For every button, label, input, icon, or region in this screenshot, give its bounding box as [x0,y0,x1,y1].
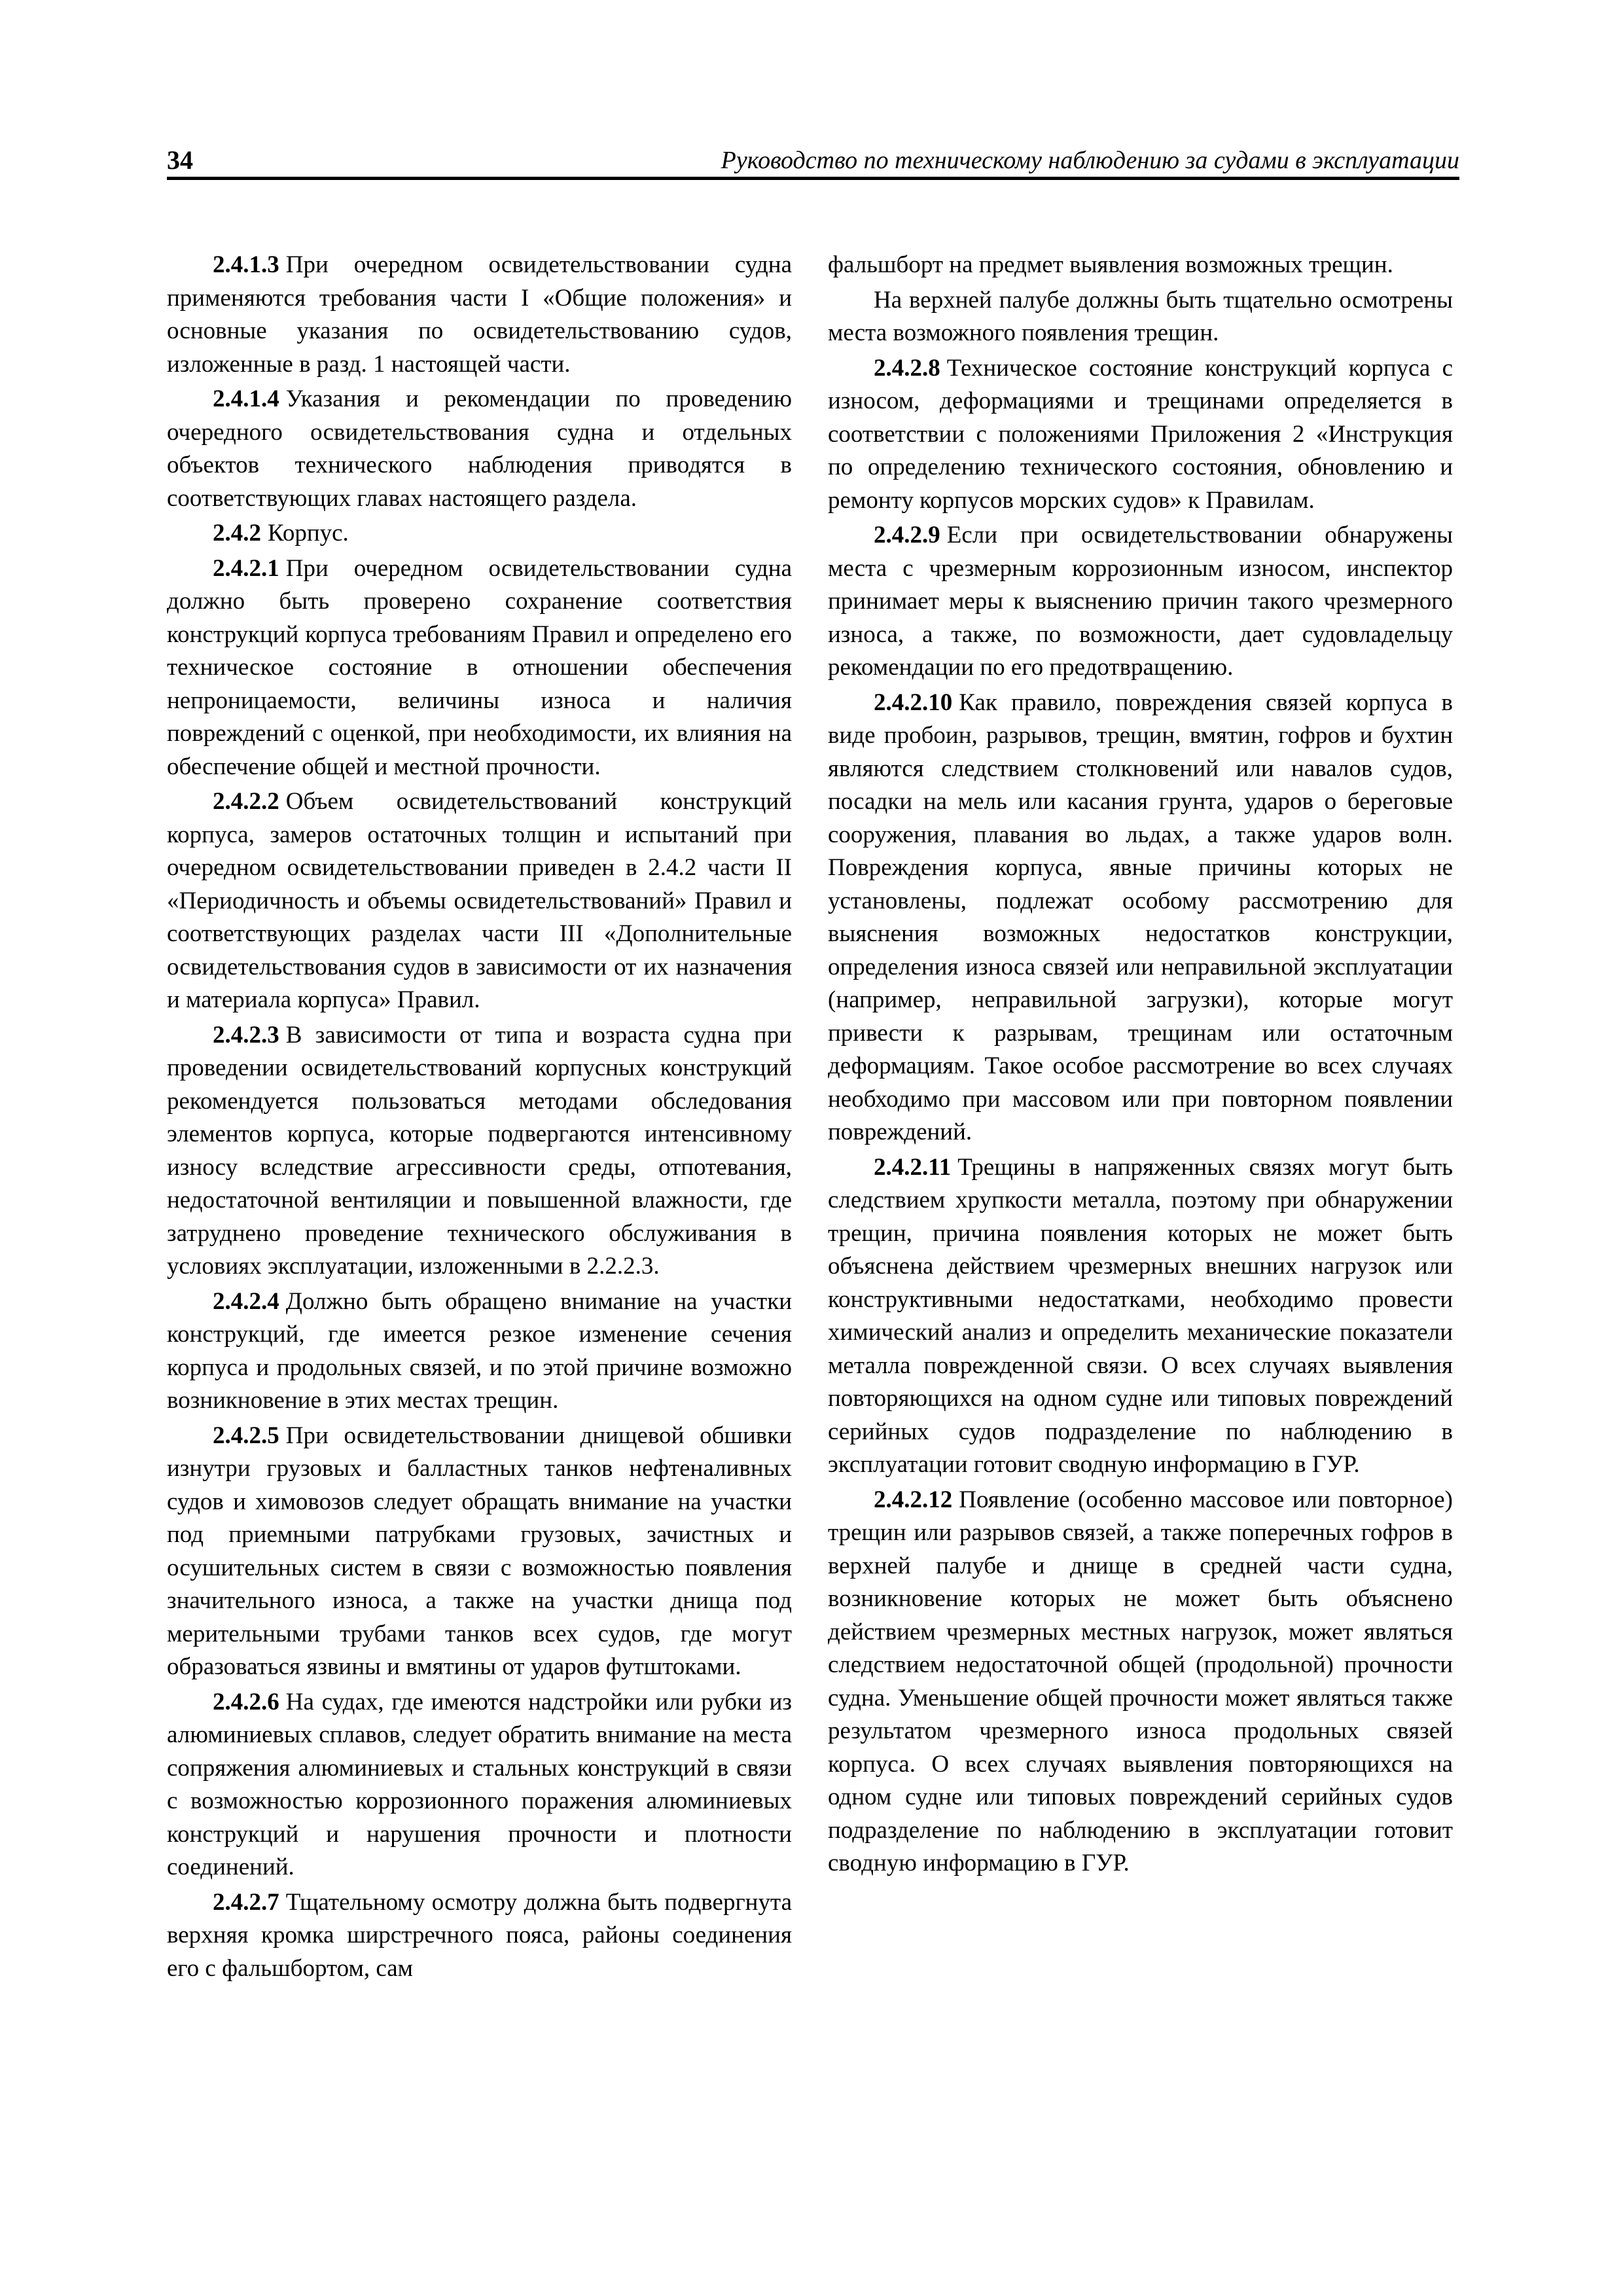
paragraph-text: Появление (особенно массовое или повторное) трещин или разрывов связей, а также поперечных гофров в верхней палубе и днище в средней части судна, возникновение которых не может быть объяснено действием чрезмерных местных нагрузок, может являться следствием недостаточной общей (продольной) прочности судна. Уменьшение общей прочности может являться также результатом чрезмерного износа продольных связей корпуса. О всех случаях выявления повторяющихся на одном судне или типовых повреждений серийных судов подразделение по наблюдению в эксплуатации готовит сводную информацию в ГУР. [828,1486,1453,1876]
clause-number: 2.4.2 [213,520,261,547]
paragraph-text: Тщательному осмотру должна быть подвергнута верхняя кромка ширстречного пояса, районы соединения его с фальшбортом, сам [167,1888,792,1982]
right-column [828,249,1453,1882]
paragraph-text: Должно быть обращено внимание на участки конструкций, где имеется резкое изменение сечения корпуса и продольных связей, и по этой причине возможно возникновение в этих местах трещин. [167,1287,792,1414]
paragraph-text: На верхней палубе должны быть тщательно осмотрены места возможного появления трещин. [828,286,1453,346]
clause-number: 2.4.2.9 [874,522,940,548]
paragraph [167,1686,792,1884]
clause-number: 2.4.2.4 [213,1287,279,1315]
paragraph-text: Корпус. [268,520,349,547]
clause-number: 2.4.2.8 [874,354,940,382]
clause-number: 2.4.2.10 [874,689,953,716]
page-number: 34 [167,145,193,175]
running-title: Руководство по техническому наблюдению за судами в эксплуатации [721,147,1459,174]
paragraph-text: При очередном освидетельствовании судна применяются требования части I «Общие положения» и основные указания по освидетельствованию судов, изложенные в разд. 1 настоящей части. [167,251,792,378]
page-header [167,141,1459,180]
paragraph-text: фальшборт на предмет выявления возможных трещин. [828,251,1393,278]
paragraph-text: При очередном освидетельствовании судна должно быть проверено сохранение соответствия конструкций корпуса требованиям Правил и определено его техническое состояние в отношении обеспечения непроницаемости, величины износа и наличия повреждений с оценкой, при необходимости, их влияния на обеспечение общей и местной прочности. [167,554,792,780]
paragraph [167,1886,792,1986]
paragraph [167,383,792,515]
paragraph-continuation [828,249,1453,282]
clause-number: 2.4.2.3 [213,1021,279,1049]
paragraph-text: В зависимости от типа и возраста судна при проведении освидетельствований корпусных конструкций рекомендуется пользоваться методами обследования элементов корпуса, которые подвергаются интенсивному износу вследствие агрессивности среды, отпотевания, недостаточной вентиляции и повышенной влажности, где затруднено проведение технического обслуживания в условиях эксплуатации, изложенными в 2.2.2.3. [167,1021,792,1280]
paragraph [167,785,792,1017]
section-heading [167,517,792,550]
paragraph-text: Объем освидетельствований конструкций корпуса, замеров остаточных толщин и испытаний при очередном освидетельствовании приведен в 2.4.2 части II «Периодичность и объемы освидетельствований» Правил и соответствующих разделах части III «Дополнительные освидетельствования судов в зависимости от их назначения и материала корпуса» Правил. [167,788,792,1013]
clause-number: 2.4.1.4 [213,386,279,412]
clause-number: 2.4.2.5 [213,1422,279,1449]
paragraph-text: Трещины в напряженных связях могут быть следствием хрупкости металла, поэтому при обнаружении трещин, причина появления которых не может быть объяснена действием чрезмерных внешних нагрузок или конструктивными недостатками, необходимо провести химический анализ и определить механические показатели металла поврежденной связи. О всех случаях выявления повторяющихся на одном судне или типовых повреждений серийных судов подразделение по наблюдению в эксплуатации готовит сводную информацию в ГУР. [828,1153,1453,1478]
paragraph-text: На судах, где имеются надстройки или рубки из алюминиевых сплавов, следует обратить внимание на места сопряжения алюминиевых и стальных конструкций в связи с возможностью коррозионного поражения алюминиевых конструкций и нарушения прочности и плотности соединений. [167,1688,792,1880]
clause-number: 2.4.2.7 [213,1888,279,1916]
paragraph [167,552,792,784]
paragraph-text: Указания и рекомендации по проведению очередного освидетельствования судна и отдельных объектов технического наблюдения приводятся в соответствующих главах настоящего раздела. [167,386,792,512]
paragraph [828,352,1453,518]
clause-number: 2.4.2.6 [213,1688,279,1715]
paragraph [828,1151,1453,1482]
paragraph [167,249,792,381]
paragraph [167,1285,792,1418]
paragraph-text: Техническое состояние конструкций корпуса с износом, деформациями и трещинами определяется в соответствии с положениями Приложения 2 «Инструкция по определению технического состояния, обновлению и ремонту корпусов морских судов» к Правилам. [828,354,1453,514]
paragraph-text: При освидетельствовании днищевой обшивки изнутри грузовых и балластных танков нефтеналивных судов и химовозов следует обращать внимание на участки под приемными патрубками грузовых, зачистных и осушительных систем в связи с возможностью появления значительного износа, а также на участки днища под мерительными трубами танков всех судов, где могут образоваться язвины и вмятины от ударов футштоками. [167,1422,792,1680]
clause-number: 2.4.2.1 [213,554,279,582]
paragraph-text: Если при освидетельствовании обнаружены места с чрезмерным коррозионным износом, инспектор принимает меры к выяснению причин такого чрезмерного износа, а также, по возможности, дает судовладельцу рекомендации по его предотвращению. [828,522,1453,681]
clause-number: 2.4.2.12 [874,1486,953,1513]
header-rule [167,177,1459,180]
paragraph [828,687,1453,1149]
paragraph [828,1484,1453,1880]
clause-number: 2.4.2.11 [874,1153,952,1181]
paragraph [828,284,1453,350]
paragraph-text: Как правило, повреждения связей корпуса в виде пробоин, разрывов, трещин, вмятин, гофров и бухтин являются следствием столкновений или навалов судов, посадки на мель или касания грунта, ударов о береговые сооружения, плавания во льдах, а также ударов волн. Повреждения корпуса, явные причины которых не установлены, подлежат особому рассмотрению для выяснения возможных недостатков конструкции, определения износа связей или неправильной эксплуатации (например, неправильной загрузки), которые могут привести к разрывам, трещинам или остаточным деформациям. Такое особое рассмотрение во всех случаях необходимо при массовом или при повторном появлении повреждений. [828,689,1453,1145]
paragraph [167,1019,792,1283]
paragraph [828,519,1453,685]
paragraph [167,1420,792,1684]
left-column [167,249,792,1987]
clause-number: 2.4.1.3 [213,251,279,278]
clause-number: 2.4.2.2 [213,788,279,815]
